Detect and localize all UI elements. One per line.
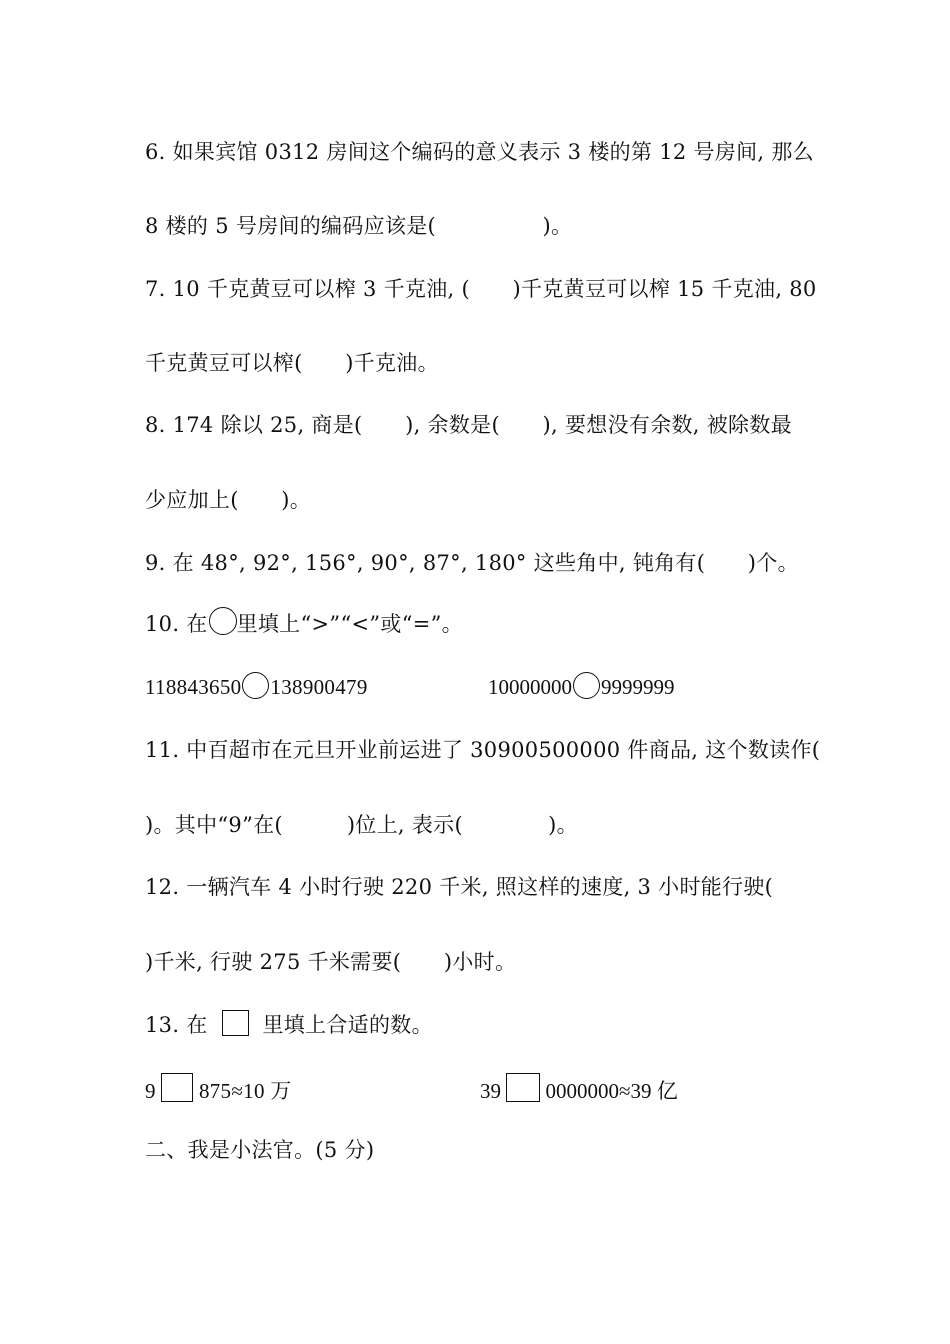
question-6-line-2: 8 楼的 5 号房间的编码应该是( )。 xyxy=(145,214,573,238)
circle-blank-icon xyxy=(209,607,237,635)
question-10-compare-right xyxy=(488,672,675,701)
question-13-estimate-right xyxy=(480,1073,678,1105)
question-7-line-2: 千克黄豆可以榨( )千克油。 xyxy=(145,351,439,375)
question-7-line-1: 7. 10 千克黄豆可以榨 3 千克油, ( )千克黄豆可以榨 15 千克油, 80 xyxy=(145,277,817,301)
question-8-line-2: 少应加上( )。 xyxy=(145,488,312,512)
estimate-left-prefix: 9 xyxy=(145,1079,156,1103)
question-11-line-2: )。其中“9”在( )位上, 表示( )。 xyxy=(145,813,578,837)
question-6-line-1: 6. 如果宾馆 0312 房间这个编码的意义表示 3 楼的第 12 号房间, 那么 xyxy=(145,140,814,164)
estimate-right-box[interactable] xyxy=(506,1073,540,1102)
section-2-title: 二、我是小法官。(5 分) xyxy=(145,1138,375,1162)
question-10-prefix: 10. 在 xyxy=(145,612,208,636)
question-13-instruction xyxy=(145,1010,433,1039)
question-13-estimate-left xyxy=(145,1073,292,1105)
question-10-compare-left xyxy=(145,672,368,701)
compare-circle-right[interactable] xyxy=(573,672,600,699)
question-12-line-1: 12. 一辆汽车 4 小时行驶 220 千米, 照这样的速度, 3 小时能行驶( xyxy=(145,875,774,899)
estimate-right-suffix: 0000000≈39 亿 xyxy=(545,1079,678,1103)
compare-left-second-number: 138900479 xyxy=(270,675,368,699)
question-13-suffix: 里填上合适的数。 xyxy=(262,1013,433,1037)
question-10-suffix: 里填上“>”“<”或“=”。 xyxy=(236,612,463,636)
compare-left-first-number: 118843650 xyxy=(145,675,242,699)
estimate-right-prefix: 39 xyxy=(480,1079,501,1103)
question-11-line-1: 11. 中百超市在元旦开业前运进了 30900500000 件商品, 这个数读作( xyxy=(145,738,821,762)
estimate-left-suffix: 875≈10 万 xyxy=(198,1079,292,1103)
question-12-line-2: )千米, 行驶 275 千米需要( )小时。 xyxy=(145,950,517,974)
question-10-instruction xyxy=(145,607,463,638)
square-blank-icon xyxy=(222,1010,249,1036)
compare-circle-left[interactable] xyxy=(242,672,269,699)
question-8-line-1: 8. 174 除以 25, 商是( ), 余数是( ), 要想没有余数, 被除数最 xyxy=(145,413,792,437)
question-9-line: 9. 在 48°, 92°, 156°, 90°, 87°, 180° 这些角中, 钝角有( )个。 xyxy=(145,551,799,575)
compare-right-second-number: 9999999 xyxy=(601,675,675,699)
compare-right-first-number: 10000000 xyxy=(488,675,572,699)
question-13-prefix: 13. 在 xyxy=(145,1013,208,1037)
estimate-left-box[interactable] xyxy=(161,1073,193,1102)
